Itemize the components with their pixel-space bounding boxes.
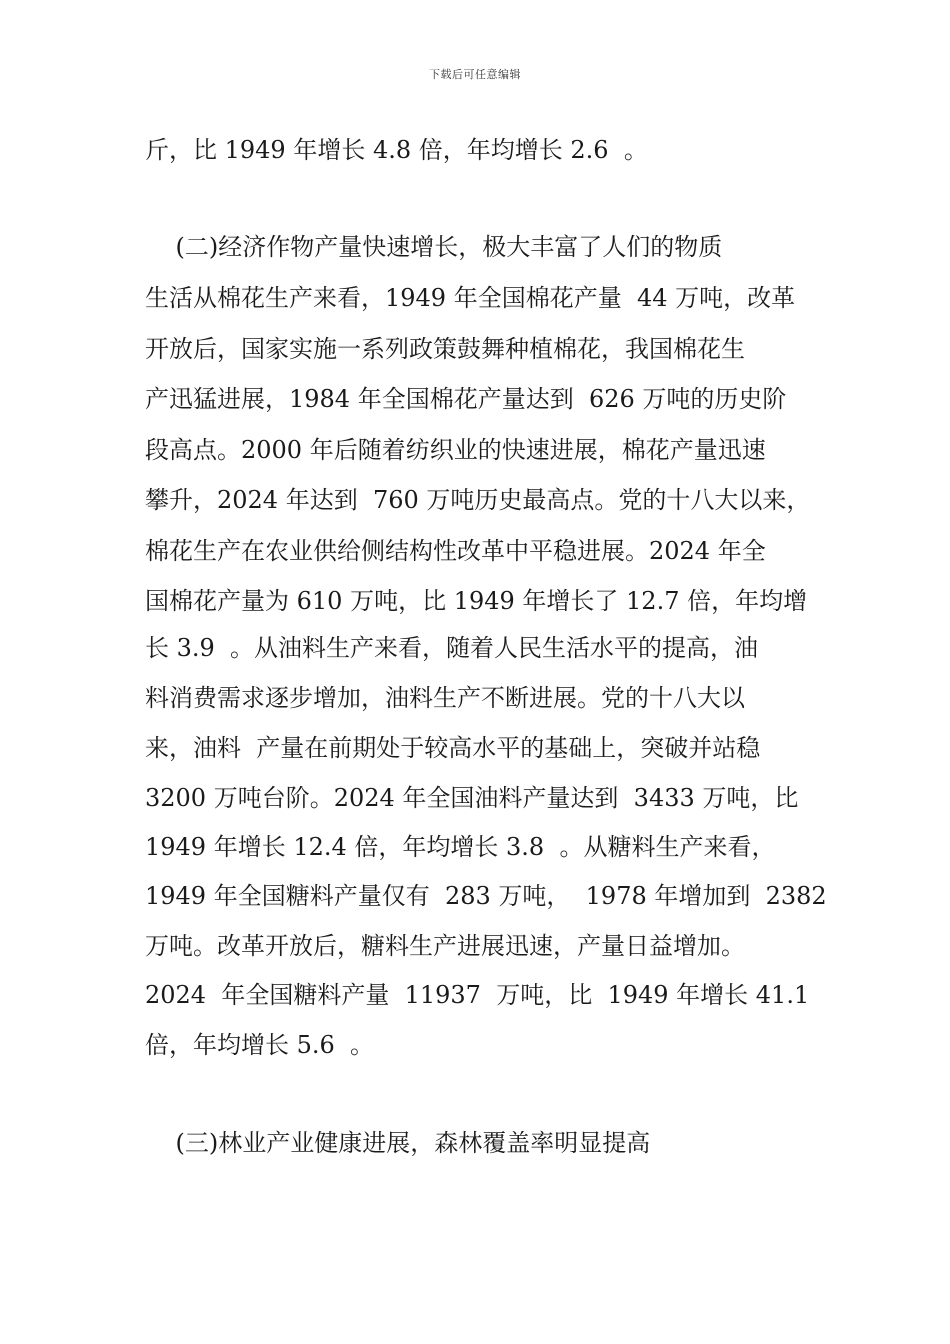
text-line: 1949 年全国糖料产量仅有 283 万吨， 1978 年增加到 2382	[145, 882, 827, 910]
text-line: 来，油料 产量在前期处于较高水平的基础上，突破并站稳	[145, 734, 761, 762]
text-line: (二)经济作物产量快速增长，极大丰富了人们的物质	[145, 233, 723, 261]
page-header: 下载后可任意编辑	[429, 68, 521, 81]
text-line: 长 3.9 。从油料生产来看，随着人民生活水平的提高，油	[145, 634, 759, 662]
text-line: 万吨。改革开放后，糖料生产进展迅速，产量日益增加。	[145, 932, 745, 960]
text-line: 段高点。2000 年后随着纺织业的快速进展，棉花产量迅速	[145, 436, 766, 464]
text-line: 1949 年增长 12.4 倍，年均增长 3.8 。从糖料生产来看，	[145, 833, 776, 861]
text-line: 3200 万吨台阶。2024 年全国油料产量达到 3433 万吨，比	[145, 784, 799, 812]
text-line: 国棉花产量为 610 万吨，比 1949 年增长了 12.7 倍，年均增	[145, 587, 808, 615]
text-line: 开放后，国家实施一系列政策鼓舞种植棉花，我国棉花生	[145, 335, 745, 363]
section-heading: (三)林业产业健康进展，森林覆盖率明显提高	[145, 1129, 651, 1157]
text-line: 棉花生产在农业供给侧结构性改革中平稳进展。2024 年全	[145, 537, 766, 565]
text-line: 生活从棉花生产来看，1949 年全国棉花产量 44 万吨，改革	[145, 284, 796, 312]
text-line: 料消费需求逐步增加，油料生产不断进展。党的十八大以	[145, 684, 745, 712]
text-line: 斤，比 1949 年增长 4.8 倍，年均增长 2.6 。	[145, 136, 648, 164]
text-line: 倍，年均增长 5.6 。	[145, 1031, 375, 1059]
text-line: 产迅猛进展，1984 年全国棉花产量达到 626 万吨的历史阶	[145, 385, 787, 413]
text-line: 2024 年全国糖料产量 11937 万吨，比 1949 年增长 41.1	[145, 981, 810, 1009]
text-line: 攀升，2024 年达到 760 万吨历史最高点。党的十八大以来，	[145, 486, 811, 514]
